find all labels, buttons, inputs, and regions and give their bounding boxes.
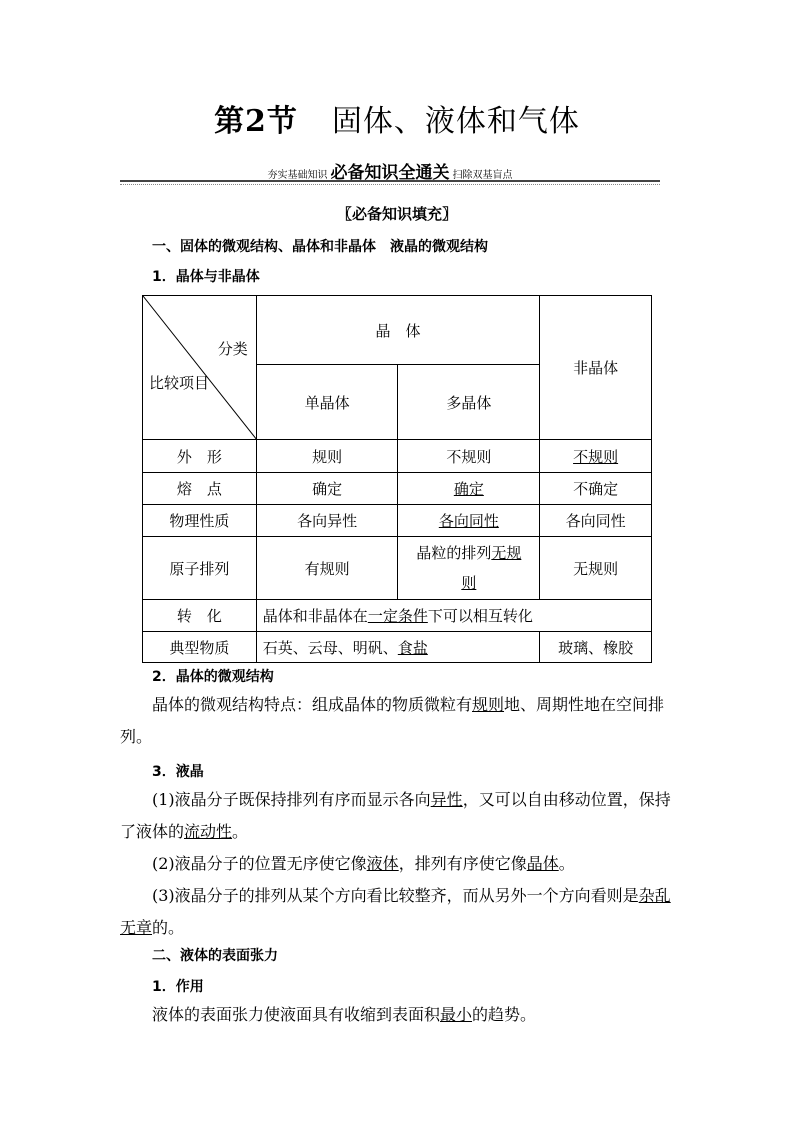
banner-rule: [120, 180, 660, 182]
diag-bottom-label: 比较项目: [149, 374, 210, 392]
cell-answer: 确定: [453, 480, 484, 498]
part1-sub2: 2．晶体的微观结构: [152, 669, 274, 685]
answer: 流动性: [184, 822, 233, 841]
row-label: 外 形: [143, 440, 257, 473]
answer: 晶体: [526, 854, 559, 873]
text: (3)液晶分子的排列从某个方向看比较整齐，而从另外一个方向看则是: [152, 886, 639, 905]
diagonal-line: [143, 296, 257, 440]
part1-sub3: 3．液晶: [152, 764, 204, 780]
cell-text: 石英、云母、明矾、: [262, 638, 398, 657]
text: (2)液晶分子的位置无序使它像: [152, 854, 367, 873]
text: ，又可以自由移动位置，保持: [462, 790, 671, 809]
cell: 确定: [256, 473, 398, 505]
table-row: [143, 505, 652, 537]
diagonal-header-cell: [143, 296, 257, 440]
cell-text: 晶粒的排列: [416, 544, 492, 562]
row-label: 物理性质: [143, 505, 257, 537]
text: ，排列有序使它像: [398, 854, 527, 873]
banner-left: 夯实基础知识: [267, 170, 328, 181]
section-topic: 固体、液体和气体: [331, 104, 580, 139]
cell-answer: 一定条件: [367, 607, 428, 625]
section-number: 第2节: [214, 104, 298, 139]
part1-heading: 一、固体的微观结构、晶体和非晶体 液晶的微观结构: [152, 239, 488, 255]
paragraph-surface-tension: [120, 999, 680, 1031]
cell: 规则: [256, 440, 398, 473]
amorphous-header: 非晶体: [540, 296, 652, 440]
cell: [256, 632, 539, 663]
cell: 玻璃、橡胶: [540, 632, 652, 663]
part2-sub1: 1．作用: [152, 979, 204, 995]
row-label: 原子排列: [143, 537, 257, 600]
table-row: [143, 600, 652, 632]
cell: 无规则: [540, 537, 652, 600]
answer: 最小: [440, 1005, 473, 1024]
polycrystal-header: 多晶体: [398, 365, 540, 440]
diag-top-label: 分类: [217, 340, 248, 358]
single-crystal-header: 单晶体: [256, 365, 398, 440]
text: 地、周期性地在空间排: [504, 695, 665, 714]
table-row: [143, 473, 652, 505]
row-label: 典型物质: [143, 632, 257, 663]
cell: 各向异性: [256, 505, 398, 537]
part1-sub1: 1．晶体与非晶体: [152, 269, 260, 285]
text: 。: [232, 822, 249, 841]
cell-answer: 无规: [491, 544, 522, 562]
cell-answer: 食盐: [397, 638, 428, 657]
paragraph-liquid-crystal: [120, 784, 680, 944]
answer: 杂乱: [638, 886, 671, 905]
text: 液体的表面张力使液面具有收缩到表面积: [152, 1005, 441, 1024]
text: 的。: [152, 918, 185, 937]
cell-answer: 不规则: [573, 447, 619, 466]
cell: 不确定: [540, 473, 652, 505]
cell: 不规则: [398, 440, 540, 473]
cell: [398, 537, 540, 600]
cell: [256, 600, 651, 632]
crystal-header: 晶 体: [256, 296, 539, 365]
cell: 有规则: [256, 537, 398, 600]
table-row: [143, 440, 652, 473]
banner-right: 扫除双基盲点: [452, 170, 513, 181]
banner-dotted-rule: [120, 184, 660, 185]
section-banner: [120, 158, 660, 184]
table-row: [143, 632, 652, 663]
answer: 液体: [366, 854, 399, 873]
cell-answer: 则: [461, 574, 477, 592]
answer: 规则: [472, 695, 505, 714]
text: (1)液晶分子既保持排列有序而显示各向: [152, 790, 431, 809]
text: 。: [558, 854, 575, 873]
answer: 异性: [430, 790, 463, 809]
text: 列。: [120, 727, 153, 746]
cell-answer: 各向同性: [438, 512, 499, 530]
cell-text: 下可以相互转化: [427, 607, 533, 625]
row-label: 转 化: [143, 600, 257, 632]
fill-heading: 〖必备知识填充〗: [336, 205, 457, 223]
cell-text: 晶体和非晶体在: [262, 607, 368, 625]
text: 晶体的微观结构特点：组成晶体的物质微粒有: [152, 695, 473, 714]
banner-center: 必备知识全通关: [330, 163, 450, 183]
table-row: [143, 537, 652, 600]
comparison-table: [142, 295, 652, 663]
part2-heading: 二、液体的表面张力: [152, 948, 278, 964]
paragraph-structure: [120, 689, 680, 753]
row-label: 熔 点: [143, 473, 257, 505]
cell: 各向同性: [540, 505, 652, 537]
answer: 无章: [120, 918, 153, 937]
text: 的趋势。: [472, 1005, 537, 1024]
text: 了液体的: [120, 822, 185, 841]
page-title: [0, 96, 794, 140]
